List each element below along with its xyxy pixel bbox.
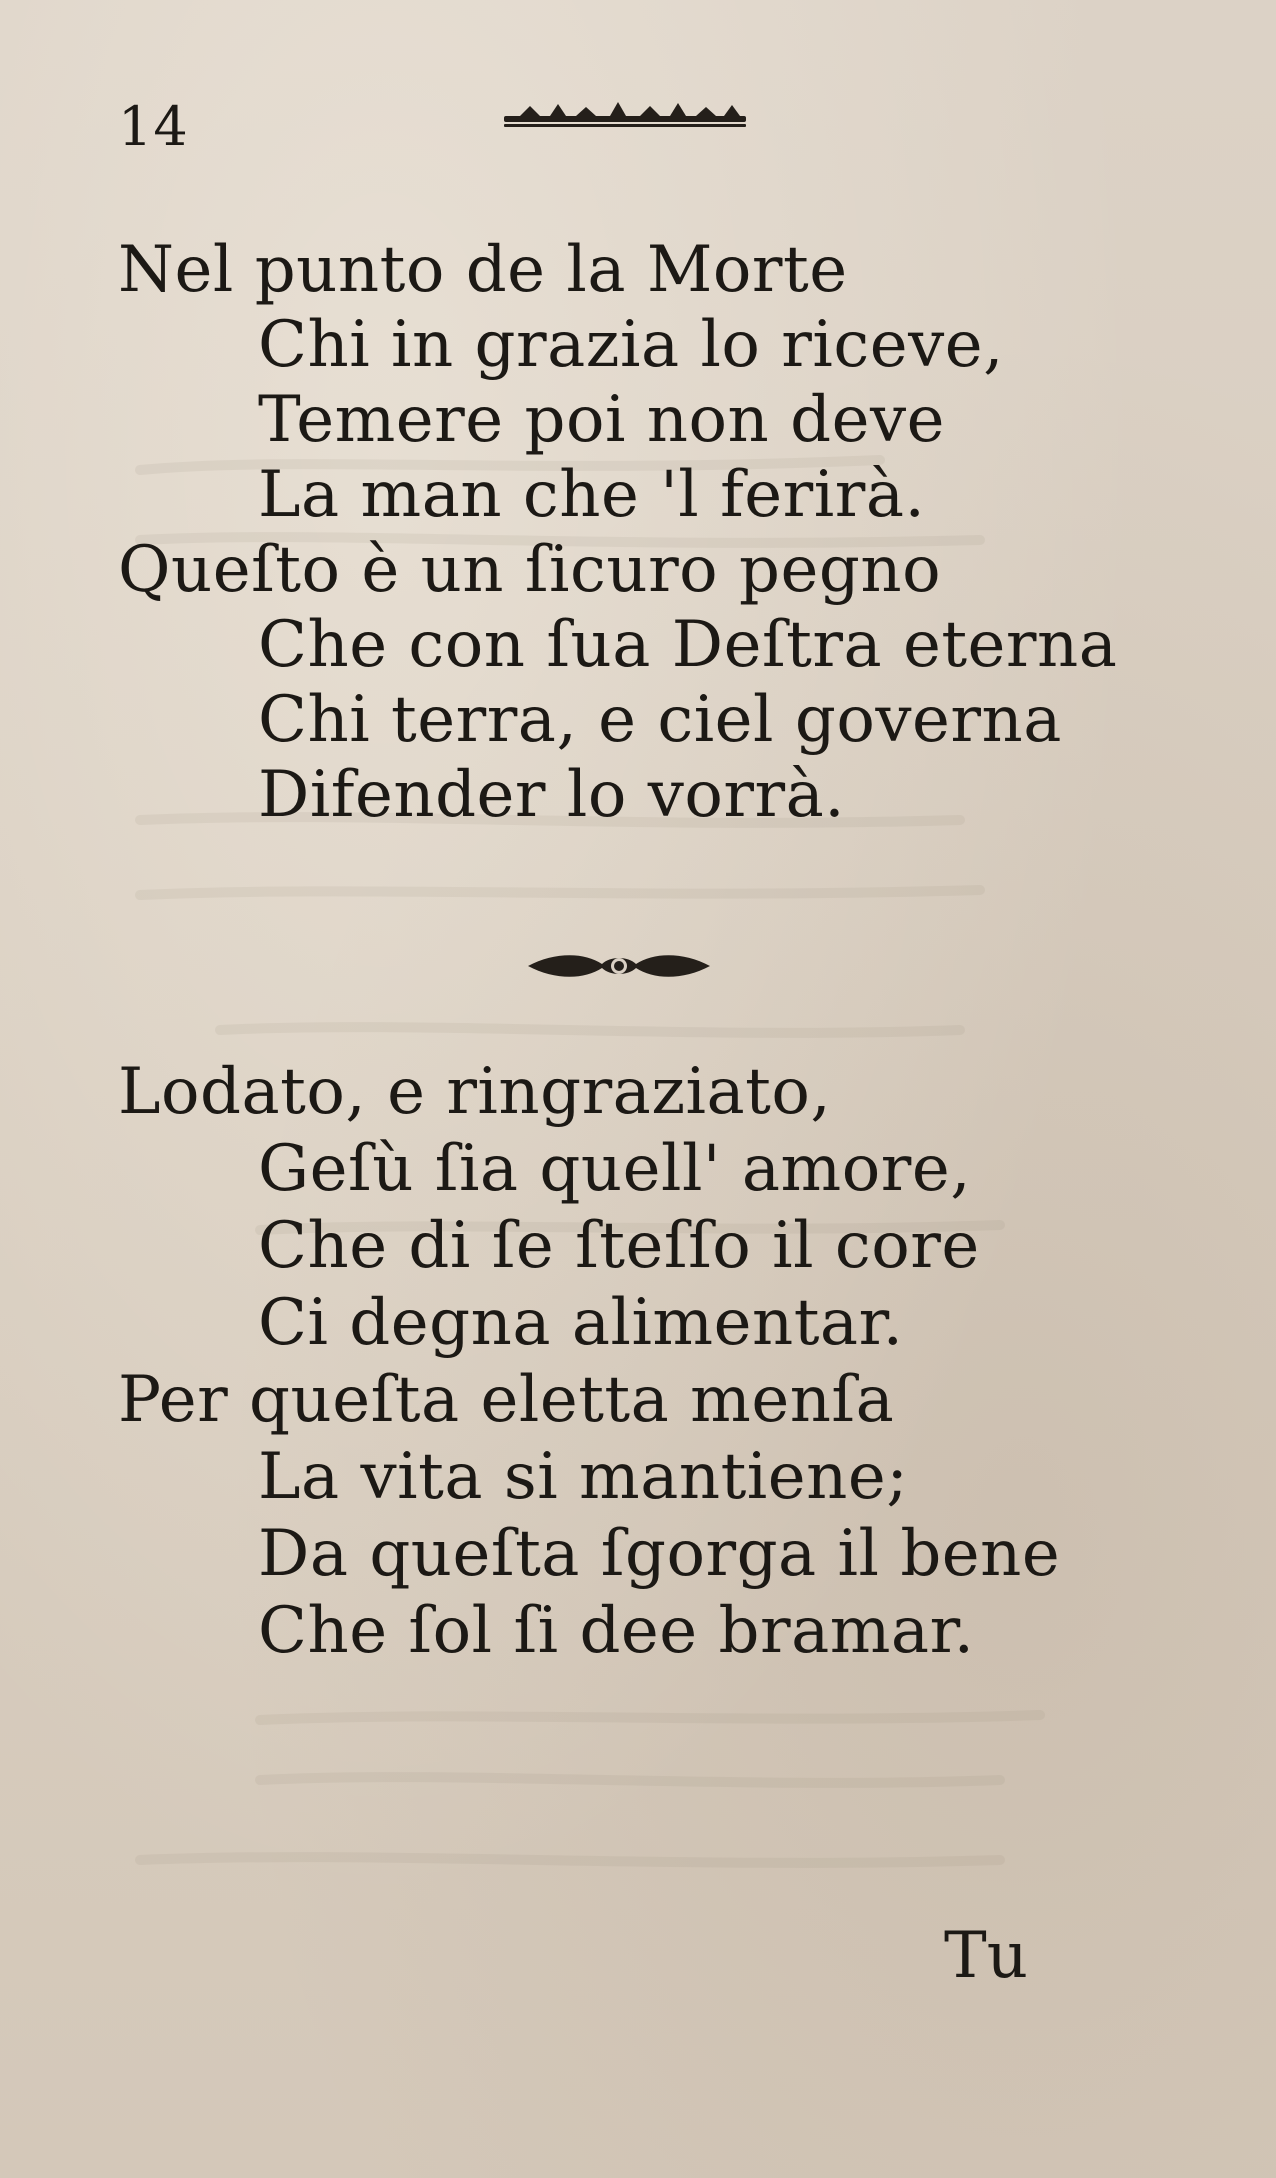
verse-line: Difender lo vorrà.	[258, 758, 846, 832]
verse-line: La man che 'l ferirà.	[258, 458, 926, 532]
verse-line: Per queſta eletta menſa	[118, 1363, 895, 1437]
verse-line: Queſto è un ſicuro pegno	[118, 533, 942, 607]
verse-line: Geſù ſia quell' amore,	[258, 1132, 972, 1206]
verse-line: Che con ſua Deſtra eterna	[258, 608, 1118, 682]
divider-ornament-icon	[524, 944, 714, 988]
verse-line: Chi in grazia lo riceve,	[258, 308, 1004, 382]
catchword: Tu	[944, 1919, 1028, 1993]
verse-line: Ci degna alimentar.	[258, 1286, 904, 1360]
verse-line: Chi terra, e ciel governa	[258, 683, 1062, 757]
page-number: 14	[118, 95, 189, 158]
verse-line: Da queſta ſgorga il bene	[258, 1517, 1061, 1591]
verse-line: La vita si mantiene;	[258, 1440, 909, 1514]
verse-line: Che di ſe ſteſſo il core	[258, 1209, 980, 1283]
header-ornament-icon	[500, 98, 750, 132]
verse-line: Lodato, e ringraziato,	[118, 1055, 832, 1129]
verse-line: Nel punto de la Morte	[118, 233, 848, 307]
verse-line: Che ſol ſi dee bramar.	[258, 1594, 975, 1668]
verse-line: Temere poi non deve	[258, 383, 945, 457]
